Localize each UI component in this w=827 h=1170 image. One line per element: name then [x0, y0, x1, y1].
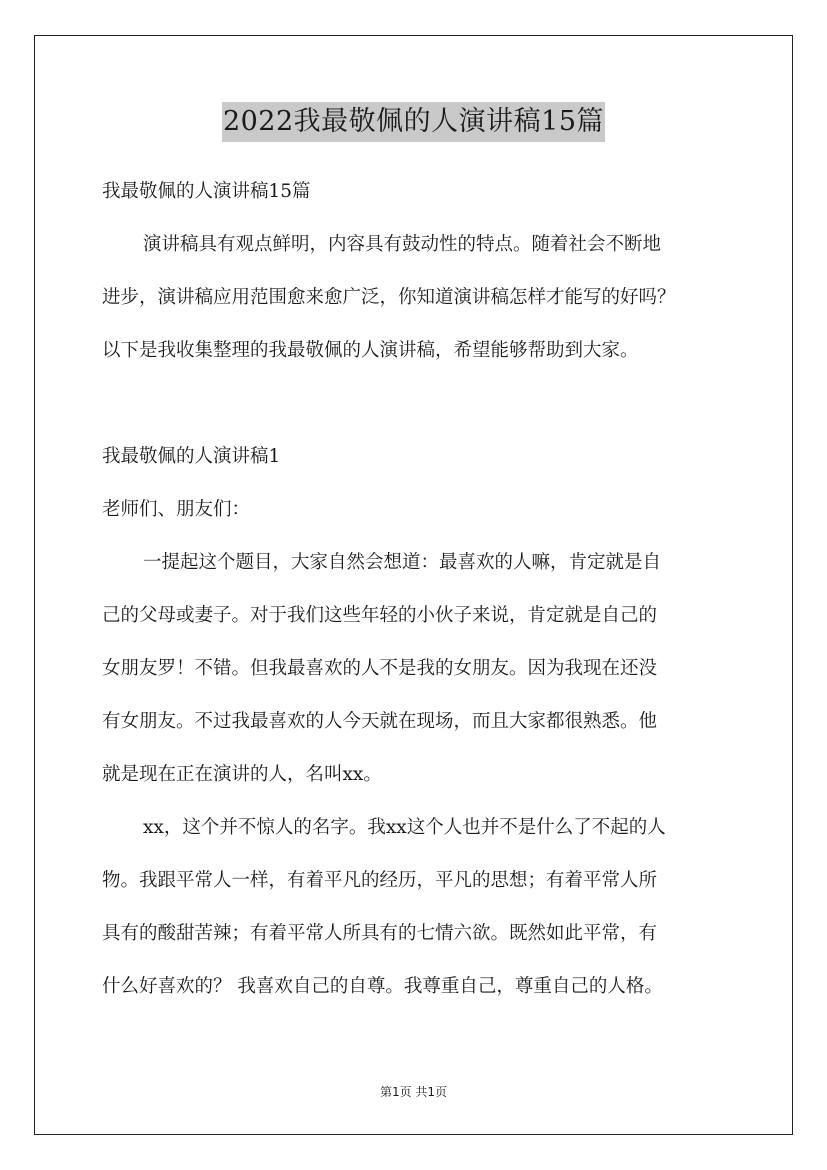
paragraph-line: 物。我跟平常人一样，有着平凡的经历，平凡的思想；有着平常人所 — [102, 870, 658, 891]
paragraph-line: 一提起这个题目，大家自然会想道：最喜欢的人嘛，肯定就是自 — [143, 552, 662, 573]
document-subtitle: 我最敬佩的人演讲稿15篇 — [102, 181, 311, 202]
paragraph-line: 就是现在正在演讲的人，名叫xx。 — [102, 764, 382, 785]
section-heading: 我最敬佩的人演讲稿1 — [102, 446, 281, 467]
paragraph-line: xx，这个并不惊人的名字。我xx这个人也并不是什么了不起的人 — [143, 817, 666, 838]
paragraph-line: 女朋友罗！不错。但我最喜欢的人不是我的女朋友。因为我现在还没 — [102, 658, 658, 679]
salutation: 老师们、朋友们： — [102, 499, 251, 520]
intro-line: 进步，演讲稿应用范围愈来愈广泛，你知道演讲稿怎样才能写的好吗？ — [102, 287, 676, 308]
paragraph-line: 什么好喜欢的？ 我喜欢自己的自尊。我尊重自己，尊重自己的人格。 — [102, 976, 663, 997]
page-footer: 第1页 共1页 — [379, 1085, 448, 1099]
paragraph-line: 己的父母或妻子。对于我们这些年轻的小伙子来说，肯定就是自己的 — [102, 605, 658, 626]
document-title: 2022我最敬佩的人演讲稿15篇 — [222, 102, 605, 142]
blank-line — [102, 377, 738, 430]
document-body — [102, 165, 738, 1013]
title-container — [0, 102, 827, 142]
intro-line: 以下是我收集整理的我最敬佩的人演讲稿，希望能够帮助到大家。 — [102, 340, 639, 361]
paragraph-line: 具有的酸甜苦辣；有着平常人所具有的七情六欲。既然如此平常，有 — [102, 923, 658, 944]
intro-line: 演讲稿具有观点鲜明，内容具有鼓动性的特点。随着社会不断地 — [143, 234, 662, 255]
paragraph-line: 有女朋友。不过我最喜欢的人今天就在现场，而且大家都很熟悉。他 — [102, 711, 658, 732]
